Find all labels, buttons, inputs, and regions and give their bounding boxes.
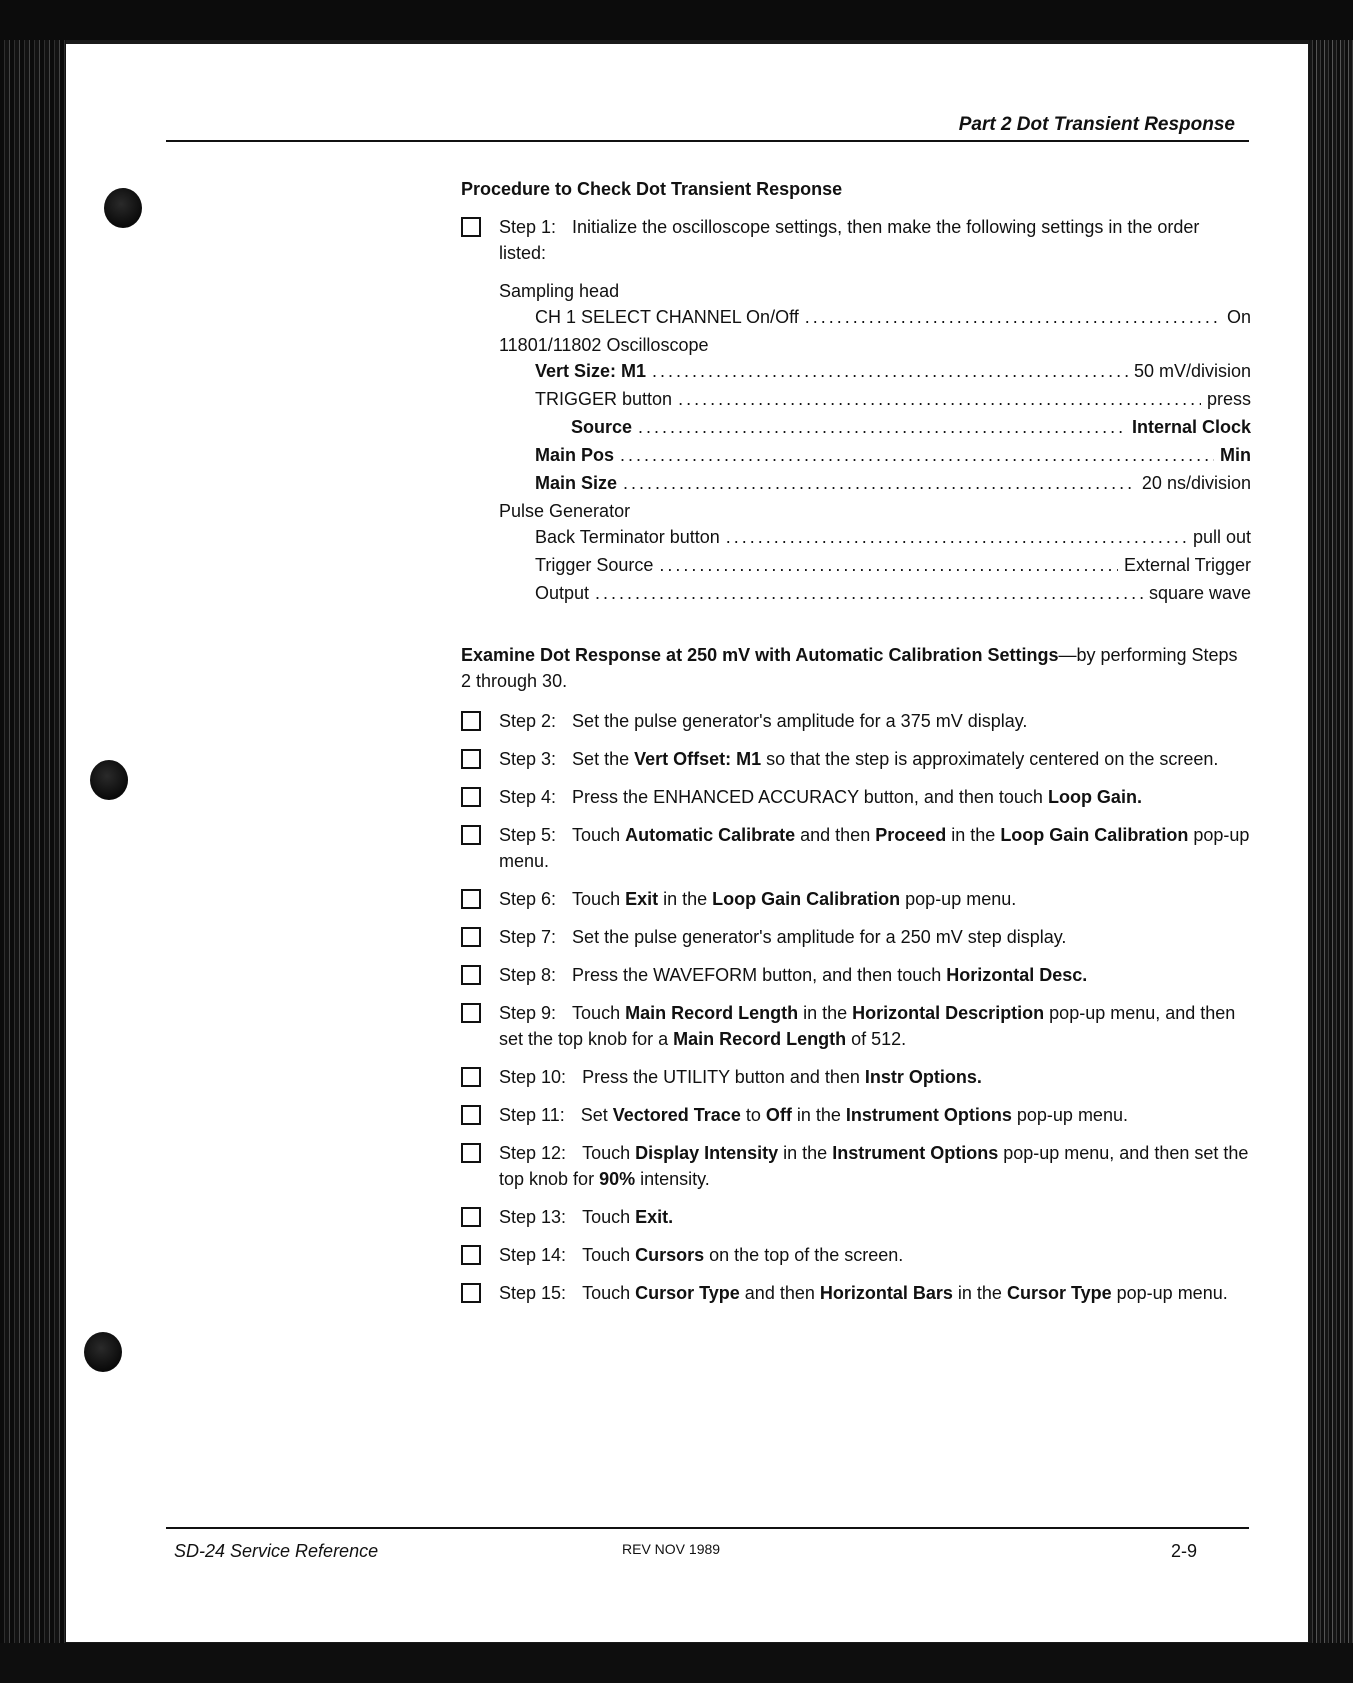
- step-text-bold: Loop Gain Calibration: [712, 889, 901, 909]
- settings-list: [499, 278, 1251, 608]
- step-item: [461, 1140, 1251, 1192]
- step-text-bold: Cursor Type: [635, 1283, 740, 1303]
- step-label: Step 14:: [499, 1245, 567, 1265]
- step-item: [461, 962, 1251, 988]
- step-text-bold: Main Record Length: [625, 1003, 799, 1023]
- step-text: in the: [778, 1143, 833, 1163]
- step-text: Press the ENHANCED ACCURACY button, and then touch: [572, 787, 1048, 807]
- step-item: [461, 1280, 1251, 1306]
- setting-value: On: [1226, 307, 1251, 327]
- step-item: [461, 1204, 1251, 1230]
- step-label: Step 6:: [499, 889, 557, 909]
- step-text-bold: Vectored Trace: [612, 1105, 741, 1125]
- dot-leader: [805, 304, 1221, 330]
- setting-row: [499, 442, 1251, 470]
- step-text: and then: [739, 1283, 820, 1303]
- examine-heading-bold: Examine Dot Response at 250 mV with Automatic Calibration Settings: [461, 645, 1059, 665]
- setting-label: Back Terminator button: [535, 527, 720, 547]
- step-item: [461, 1064, 1251, 1090]
- procedure-heading: Procedure to Check Dot Transient Response: [461, 179, 843, 199]
- step-text: pop-up menu.: [1011, 1105, 1128, 1125]
- step-1: [461, 214, 1251, 266]
- dot-leader: [726, 524, 1187, 550]
- footer-revision: REV NOV 1989: [622, 1541, 721, 1557]
- step-text: Touch: [582, 1207, 636, 1227]
- step-text: pop-up menu, and then set the top knob for: [499, 1143, 1249, 1189]
- step-text: pop-up menu.: [499, 825, 1250, 871]
- dot-leader: [652, 358, 1128, 384]
- setting-label: Trigger Source: [535, 555, 654, 575]
- dot-leader: [595, 580, 1143, 606]
- step-1-checkbox[interactable]: [461, 217, 481, 237]
- step-text-bold: Cursors: [635, 1245, 705, 1265]
- setting-label: Vert Size: M1: [535, 361, 647, 381]
- setting-value: Min: [1220, 445, 1251, 465]
- step-text-bold: Exit: [625, 889, 659, 909]
- step-text: in the: [798, 1003, 853, 1023]
- page-content: [461, 176, 1251, 1306]
- step-text: Touch: [572, 889, 626, 909]
- step-label: Step 2:: [499, 711, 557, 731]
- settings-group-sampling-head: Sampling head: [499, 281, 620, 301]
- setting-row: [499, 524, 1251, 552]
- setting-row: [499, 552, 1251, 580]
- step-checkbox[interactable]: [461, 787, 481, 807]
- step-label: Step 5:: [499, 825, 557, 845]
- running-header: Part 2 Dot Transient Response: [958, 114, 1235, 135]
- setting-value: 50 mV/division: [1133, 361, 1251, 381]
- setting-label: CH 1 SELECT CHANNEL On/Off: [535, 307, 799, 327]
- step-text: pop-up menu, and then set the top knob for a: [499, 1003, 1236, 1049]
- footer-rule: [166, 1527, 1249, 1529]
- step-label: Step 9:: [499, 1003, 557, 1023]
- setting-value: 20 ns/division: [1141, 473, 1251, 493]
- setting-row: [499, 358, 1251, 386]
- setting-row: [499, 580, 1251, 608]
- step-text: Touch: [582, 1245, 636, 1265]
- step-checkbox[interactable]: [461, 1067, 481, 1087]
- step-text: Set the pulse generator's amplitude for a 250 mV step display.: [572, 927, 1067, 947]
- step-text: in the: [952, 1283, 1007, 1303]
- step-checkbox[interactable]: [461, 1207, 481, 1227]
- examine-heading: [461, 642, 1251, 694]
- step-checkbox[interactable]: [461, 1245, 481, 1265]
- step-text: and then: [795, 825, 876, 845]
- step-text-bold: Loop Gain Calibration: [1000, 825, 1189, 845]
- dot-leader: [623, 470, 1136, 496]
- step-text: in the: [658, 889, 713, 909]
- step-checkbox[interactable]: [461, 749, 481, 769]
- step-checkbox[interactable]: [461, 711, 481, 731]
- step-checkbox[interactable]: [461, 927, 481, 947]
- dot-leader: [659, 552, 1118, 578]
- settings-group-oscilloscope: 11801/11802 Oscilloscope: [499, 335, 709, 355]
- setting-row: [499, 470, 1251, 498]
- step-label: Step 11:: [499, 1105, 565, 1125]
- step-text-bold: Horizontal Description: [852, 1003, 1045, 1023]
- step-text-bold: Main Record Length: [673, 1029, 847, 1049]
- step-item: [461, 822, 1251, 874]
- step-label: Step 7:: [499, 927, 557, 947]
- scan-border-right: [1309, 0, 1353, 1683]
- setting-value: Internal Clock: [1131, 417, 1251, 437]
- step-item: [461, 924, 1251, 950]
- step-label: Step 3:: [499, 749, 557, 769]
- setting-row: [499, 304, 1251, 332]
- step-checkbox[interactable]: [461, 889, 481, 909]
- step-text-bold: Automatic Calibrate: [625, 825, 796, 845]
- examine-heading-rest: —by performing Steps 2 through 30.: [461, 645, 1238, 691]
- step-item: [461, 886, 1251, 912]
- step-text: Press the WAVEFORM button, and then touch: [572, 965, 947, 985]
- step-text: Touch: [572, 825, 626, 845]
- step-text: of 512.: [846, 1029, 907, 1049]
- step-text-bold: Instr Options.: [864, 1067, 982, 1087]
- setting-value: square wave: [1148, 583, 1251, 603]
- step-checkbox[interactable]: [461, 1105, 481, 1125]
- step-text: Initialize the oscilloscope settings, then make the following settings in the order listed:: [499, 217, 1200, 263]
- step-text-bold: Horizontal Bars: [819, 1283, 953, 1303]
- step-text-bold: Cursor Type: [1006, 1283, 1112, 1303]
- step-label: Step 15:: [499, 1283, 567, 1303]
- step-item: [461, 1242, 1251, 1268]
- setting-label: Main Size: [535, 473, 618, 493]
- step-text: Touch: [582, 1283, 636, 1303]
- setting-row: [499, 386, 1251, 414]
- step-text: Set the: [572, 749, 635, 769]
- setting-value: External Trigger: [1123, 555, 1251, 575]
- step-item: [461, 1000, 1251, 1052]
- step-checkbox[interactable]: [461, 825, 481, 845]
- step-text: Touch: [572, 1003, 626, 1023]
- scan-border-top: [0, 0, 1353, 40]
- footer-manual-title: SD-24 Service Reference: [174, 1541, 379, 1561]
- step-item: [461, 746, 1251, 772]
- step-text-bold: Vert Offset: M1: [634, 749, 762, 769]
- setting-value: press: [1206, 389, 1251, 409]
- step-checkbox[interactable]: [461, 1143, 481, 1163]
- step-checkbox[interactable]: [461, 1283, 481, 1303]
- binder-hole-middle: [90, 760, 128, 800]
- dot-leader: [620, 442, 1214, 468]
- footer-page-number: 2-9: [1171, 1541, 1198, 1561]
- step-text: on the top of the screen.: [704, 1245, 904, 1265]
- document-page: [66, 44, 1308, 1642]
- scan-border-bottom: [0, 1643, 1353, 1683]
- step-text: Touch: [582, 1143, 636, 1163]
- settings-group-pulse-generator: Pulse Generator: [499, 501, 631, 521]
- setting-label: Output: [535, 583, 590, 603]
- step-text: Set the pulse generator's amplitude for a 375 mV display.: [572, 711, 1028, 731]
- pulse-generator-rows: [499, 524, 1251, 608]
- step-label: Step 10:: [499, 1067, 567, 1087]
- step-text-bold: Exit.: [635, 1207, 674, 1227]
- step-text: Press the UTILITY button and then: [582, 1067, 865, 1087]
- step-text: in the: [791, 1105, 846, 1125]
- step-text-bold: Instrument Options: [845, 1105, 1012, 1125]
- step-text: intensity.: [635, 1169, 710, 1189]
- scan-border-left: [0, 0, 66, 1683]
- step-checkbox[interactable]: [461, 965, 481, 985]
- step-text-bold: Loop Gain.: [1047, 787, 1142, 807]
- step-text-bold: Proceed: [875, 825, 947, 845]
- dot-leader: [678, 386, 1201, 412]
- step-text: pop-up menu.: [1111, 1283, 1228, 1303]
- setting-row: [499, 414, 1251, 442]
- step-text-bold: Display Intensity: [635, 1143, 779, 1163]
- step-label: Step 8:: [499, 965, 557, 985]
- step-label: Step 12:: [499, 1143, 567, 1163]
- step-text: Set: [580, 1105, 613, 1125]
- step-text-bold: Off: [765, 1105, 792, 1125]
- step-text: so that the step is approximately centered on the screen.: [761, 749, 1219, 769]
- steps-list: [461, 708, 1251, 1306]
- step-text-bold: Instrument Options: [832, 1143, 999, 1163]
- step-item: [461, 784, 1251, 810]
- step-label: Step 1:: [499, 217, 557, 237]
- step-text: in the: [946, 825, 1001, 845]
- sampling-head-rows: [499, 304, 1251, 332]
- dot-leader: [638, 414, 1126, 440]
- step-label: Step 13:: [499, 1207, 567, 1227]
- step-checkbox[interactable]: [461, 1003, 481, 1023]
- step-text-bold: 90%: [599, 1169, 636, 1189]
- step-text: pop-up menu.: [900, 889, 1017, 909]
- step-item: [461, 708, 1251, 734]
- setting-label: Main Pos: [535, 445, 615, 465]
- binder-hole-top: [104, 188, 142, 228]
- step-label: Step 4:: [499, 787, 557, 807]
- header-rule: [166, 140, 1249, 142]
- setting-label: Source: [571, 417, 633, 437]
- oscilloscope-rows: [499, 358, 1251, 498]
- binder-hole-bottom: [84, 1332, 122, 1372]
- step-item: [461, 1102, 1251, 1128]
- step-text: to: [740, 1105, 766, 1125]
- setting-value: pull out: [1192, 527, 1251, 547]
- setting-label: TRIGGER button: [535, 389, 673, 409]
- step-text-bold: Horizontal Desc.: [946, 965, 1088, 985]
